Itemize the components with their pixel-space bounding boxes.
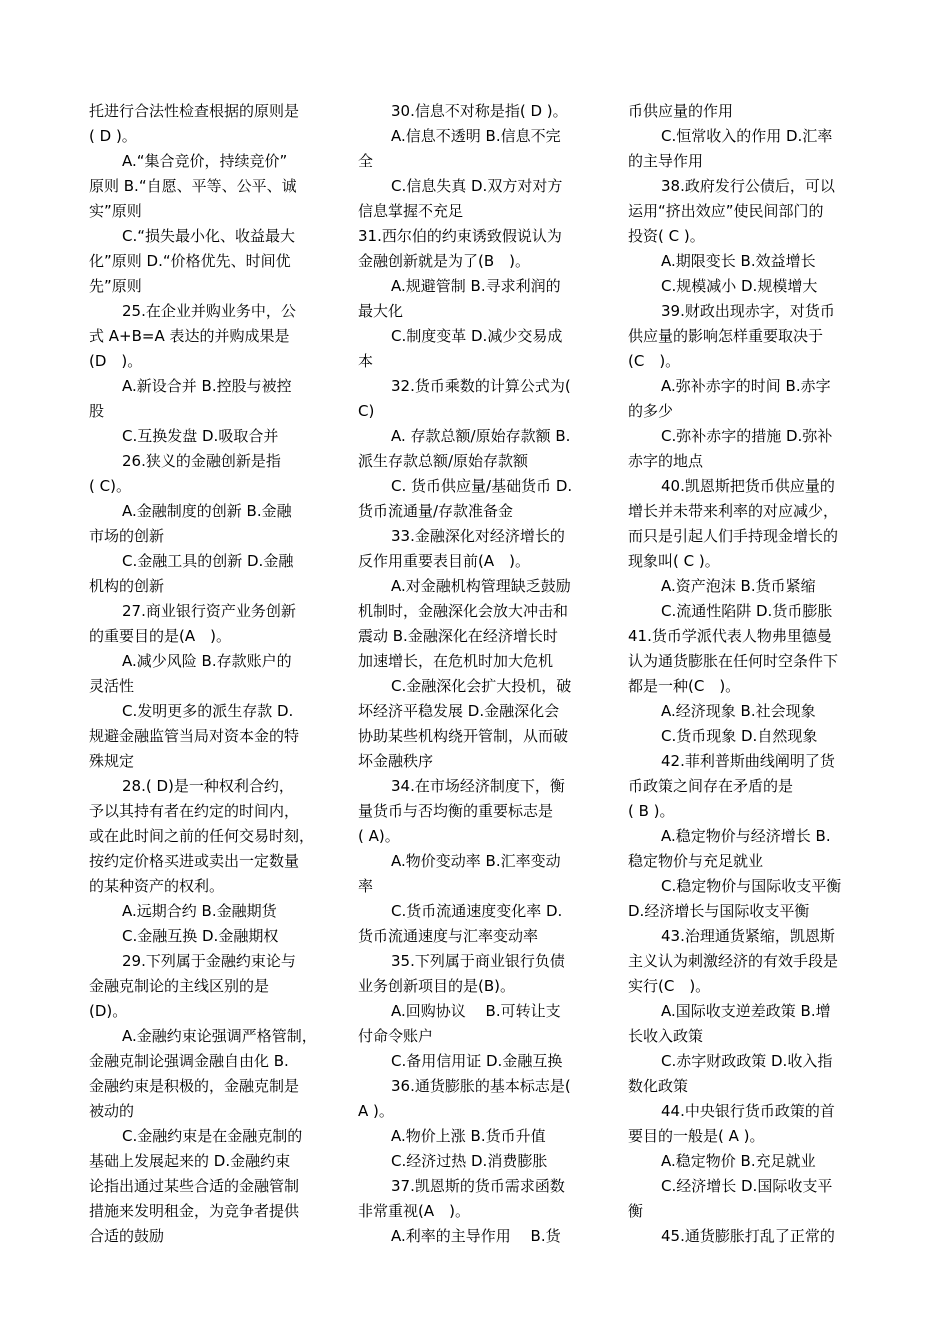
text-line: 28.( D)是一种权利合约， (122, 777, 294, 795)
text-column-3 (628, 99, 864, 1249)
text-line: 合适的鼓励 (89, 1227, 165, 1245)
text-line: A.远期合约 B.金融期货 (122, 902, 277, 920)
text-line: A.新设合并 B.控股与被控 (122, 377, 292, 395)
text-line: 37.凯恩斯的货币需求函数 (391, 1177, 565, 1195)
text-line: 而只是引起人们手持现金增长的 (628, 527, 839, 545)
text-line: 被动的 (89, 1102, 135, 1120)
text-line: A.减少风险 B.存款账户的 (122, 652, 292, 670)
text-line: 坏经济平稳发展 D.金融深化会 (358, 702, 560, 720)
text-line: C.金融约束是在金融克制的 (122, 1127, 303, 1145)
text-line: 35.下列属于商业银行负债 (391, 952, 565, 970)
text-line: 灵活性 (89, 677, 135, 695)
text-line: C.金融深化会扩大投机，破 (391, 677, 572, 695)
text-line: 金融约束是积极的，金融克制是 (89, 1077, 300, 1095)
text-line: C.恒常收入的作用 D.汇率 (661, 127, 833, 145)
text-line: 业务创新项目的是(B)。 (358, 977, 515, 995)
text-line: A.“集合竞价，持续竞价” (122, 152, 288, 170)
text-line: 式 A+B=A 表达的并购成果是 (89, 327, 290, 345)
text-line: 率 (358, 877, 374, 895)
text-line: 金融克制论的主线区别的是 (89, 977, 270, 995)
text-line: A.对金融机构管理缺乏鼓励 (391, 577, 571, 595)
text-line: 量货币与否均衡的重要标志是 (358, 802, 554, 820)
text-line: 反作用重要表目前(A )。 (358, 552, 530, 570)
text-line: C.备用信用证 D.金融互换 (391, 1052, 563, 1070)
text-line: 实”原则 (89, 202, 142, 220)
text-line: ( D )。 (89, 127, 137, 145)
text-line: A.经济现象 B.社会现象 (661, 702, 816, 720)
text-line: A.期限变长 B.效益增长 (661, 252, 816, 270)
text-line: 货币流通量/存款准备金 (358, 502, 514, 520)
text-line: 现象叫( C )。 (628, 552, 720, 570)
text-line: 29.下列属于金融约束论与 (122, 952, 296, 970)
text-line: 赤字的地点 (628, 452, 704, 470)
text-line: 40.凯恩斯把货币供应量的 (661, 477, 835, 495)
text-line: 实行(C )。 (628, 977, 711, 995)
text-line: 币供应量的作用 (628, 102, 734, 120)
text-line: 全 (358, 152, 374, 170)
text-line: 机制时，金融深化会放大冲击和 (358, 602, 569, 620)
text-line: A.金融制度的创新 B.金融 (122, 502, 292, 520)
text-line: 39.财政出现赤字，对货币 (661, 302, 835, 320)
text-line: 震动 B.金融深化在经济增长时 (358, 627, 558, 645)
text-line: 金融创新就是为了(B )。 (358, 252, 530, 270)
text-column-2 (358, 99, 594, 1249)
text-line: 货币流通速度与汇率变动率 (358, 927, 539, 945)
text-line: 的某种资产的权利。 (89, 877, 225, 895)
text-line: 要目的一般是( A )。 (628, 1127, 765, 1145)
text-line: 金融克制论强调金融自由化 B. (89, 1052, 289, 1070)
text-line: A.信息不透明 B.信息不完 (391, 127, 561, 145)
text-line: 34.在市场经济制度下，衡 (391, 777, 565, 795)
text-line: 的主导作用 (628, 152, 704, 170)
text-line: 股 (89, 402, 105, 420)
text-line: C.信息失真 D.双方对对方 (391, 177, 563, 195)
text-line: 派生存款总额/原始存款额 (358, 452, 529, 470)
text-line: C.赤字财政政策 D.收入指 (661, 1052, 833, 1070)
text-line: C) (358, 402, 375, 420)
text-line: (D)。 (89, 1002, 128, 1020)
text-line: A.国际收支逆差政策 B.增 (661, 1002, 831, 1020)
text-line: C.经济增长 D.国际收支平 (661, 1177, 833, 1195)
text-line: 化”原则 D.“价格优先、时间优 (89, 252, 291, 270)
text-line: 都是一种(C )。 (628, 677, 741, 695)
text-line: 先”原则 (89, 277, 142, 295)
text-line: 规避金融监管当局对资本金的特 (89, 727, 300, 745)
text-line: 殊规定 (89, 752, 135, 770)
text-line: 42.菲利普斯曲线阐明了货 (661, 752, 835, 770)
text-line: A. 存款总额/原始存款额 B. (391, 427, 571, 445)
text-line: C.经济过热 D.消费膨胀 (391, 1152, 548, 1170)
text-line: 44.中央银行货币政策的首 (661, 1102, 835, 1120)
text-line: C.弥补赤字的措施 D.弥补 (661, 427, 833, 445)
text-line: A.回购协议 B.可转让支 (391, 1002, 561, 1020)
text-line: 32.货币乘数的计算公式为( (391, 377, 571, 395)
text-line: 31.西尔伯的约束诱致假说认为 (358, 227, 562, 245)
text-line: 26.狭义的金融创新是指 (122, 452, 281, 470)
text-line: 数化政策 (628, 1077, 689, 1095)
text-line: C.规模减小 D.规模增大 (661, 277, 818, 295)
text-line: C.流通性陷阱 D.货币膨胀 (661, 602, 833, 620)
text-line: 原则 B.“自愿、平等、公平、诚 (89, 177, 297, 195)
text-line: (C )。 (628, 352, 681, 370)
text-line: C.货币现象 D.自然现象 (661, 727, 818, 745)
text-line: 衡 (628, 1202, 644, 1220)
text-line: 稳定物价与充足就业 (628, 852, 764, 870)
text-line: ( A)。 (358, 827, 400, 845)
text-line: 33.金融深化对经济增长的 (391, 527, 565, 545)
text-line: C.货币流通速度变化率 D. (391, 902, 563, 920)
text-line: 38.政府发行公债后，可以 (661, 177, 835, 195)
text-line: C. 货币供应量/基础货币 D. (391, 477, 573, 495)
text-line: 基础上发展起来的 D.金融约束 (89, 1152, 291, 1170)
text-column-1 (89, 99, 329, 1249)
text-line: 加速增长，在危机时加大危机 (358, 652, 554, 670)
text-line: (D )。 (89, 352, 143, 370)
text-line: 投资( C )。 (628, 227, 705, 245)
text-line: ( B )。 (628, 802, 675, 820)
text-line: 30.信息不对称是指( D )。 (391, 102, 568, 120)
text-line: 长收入政策 (628, 1027, 704, 1045)
text-line: 25.在企业并购业务中，公 (122, 302, 296, 320)
text-line: 主义认为刺激经济的有效手段是 (628, 952, 839, 970)
text-line: A.规避管制 B.寻求利润的 (391, 277, 561, 295)
text-line: 予以其持有者在约定的时间内， (89, 802, 300, 820)
text-line: 27.商业银行资产业务创新 (122, 602, 296, 620)
text-line: A.稳定物价与经济增长 B. (661, 827, 831, 845)
text-line: A.资产泡沫 B.货币紧缩 (661, 577, 816, 595)
text-line: 或在此时间之前的任何交易时刻， (89, 827, 315, 845)
text-line: C.金融互换 D.金融期权 (122, 927, 279, 945)
text-line: 托进行合法性检查根据的原则是 (89, 102, 300, 120)
text-line: A.利率的主导作用 B.货 (391, 1227, 561, 1245)
text-line: 协助某些机构绕开管制，从而破 (358, 727, 569, 745)
text-line: 坏金融秩序 (358, 752, 434, 770)
text-line: 市场的创新 (89, 527, 165, 545)
text-line: 增长并未带来利率的对应减少， (628, 502, 839, 520)
text-line: ( C)。 (89, 477, 131, 495)
text-line: 本 (358, 352, 374, 370)
text-line: 36.通货膨胀的基本标志是( (391, 1077, 571, 1095)
text-line: 论指出通过某些合适的金融管制 (89, 1177, 300, 1195)
text-line: 41.货币学派代表人物弗里德曼 (628, 627, 832, 645)
text-line: D.经济增长与国际收支平衡 (628, 902, 810, 920)
text-line: 认为通货膨胀在任何时空条件下 (628, 652, 839, 670)
text-line: 机构的创新 (89, 577, 165, 595)
text-line: A.金融约束论强调严格管制， (122, 1027, 317, 1045)
text-line: C.发明更多的派生存款 D. (122, 702, 294, 720)
text-line: 最大化 (358, 302, 404, 320)
text-line: 信息掌握不充足 (358, 202, 464, 220)
text-line: 45.通货膨胀打乱了正常的 (661, 1227, 835, 1245)
text-line: 供应量的影响怎样重要取决于 (628, 327, 824, 345)
text-line: 付命令账户 (358, 1027, 434, 1045)
text-line: 非常重视(A )。 (358, 1202, 470, 1220)
text-line: C.稳定物价与国际收支平衡 (661, 877, 842, 895)
text-line: 运用“挤出效应”使民间部门的 (628, 202, 824, 220)
text-line: C.金融工具的创新 D.金融 (122, 552, 294, 570)
text-line: A.物价变动率 B.汇率变动 (391, 852, 561, 870)
text-line: A.弥补赤字的时间 B.赤字 (661, 377, 831, 395)
text-line: 币政策之间存在矛盾的是 (628, 777, 794, 795)
text-line: A.物价上涨 B.货币升值 (391, 1127, 546, 1145)
text-line: A )。 (358, 1102, 394, 1120)
text-line: 措施来发明租金，为竞争者提供 (89, 1202, 300, 1220)
text-line: C.制度变革 D.减少交易成 (391, 327, 563, 345)
text-line: A.稳定物价 B.充足就业 (661, 1152, 816, 1170)
text-line: C.互换发盘 D.吸取合并 (122, 427, 279, 445)
text-line: 43.治理通货紧缩，凯恩斯 (661, 927, 835, 945)
text-line: 按约定价格买进或卖出一定数量 (89, 852, 300, 870)
text-line: C.“损失最小化、收益最大 (122, 227, 296, 245)
text-line: 的重要目的是(A )。 (89, 627, 231, 645)
text-line: 的多少 (628, 402, 674, 420)
